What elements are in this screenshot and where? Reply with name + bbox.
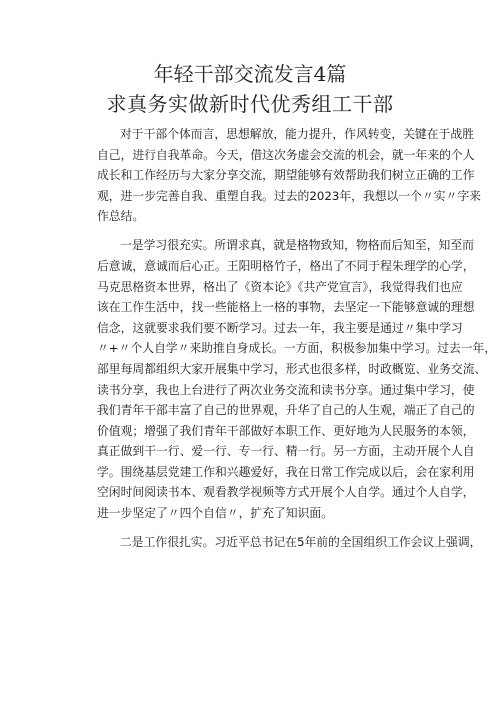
paragraph-line: 信念，这就要求我们要不断学习。过去一年，我主要是通过〃集中学习	[97, 320, 463, 335]
paragraph-line: 该在工作生活中，找一些能格上一格的事物，去坚定一下能够意诚的理想	[97, 300, 475, 315]
paragraph	[97, 235, 497, 523]
paragraph-line: 〃+〃个人自学〃来助推自身成长。一方面，积极参加集中学习。过去一年，	[97, 341, 497, 356]
paragraph-line: 读书分享，我也上台进行了两次业务交流和读书分享。通过集中学习，使	[97, 382, 475, 397]
paragraph-line: 后意诚，意诚而后心正。王阳明格竹子，格出了不同于程朱理学的心学，	[97, 258, 475, 273]
paragraph-line: 空闲时间阅读书本、观看教学视频等方式开展个人自学。通过个人自学，	[97, 485, 475, 500]
paragraph-line: 学。围绕基层党建工作和兴趣爱好，我在日常工作完成以后，会在家利用	[97, 464, 475, 479]
paragraph-line: 对于干部个体而言，思想解放，能力提升，作风转变，关键在于战胜	[120, 127, 474, 141]
paragraph-line: 部里每周都组织大家开展集中学习，形式也很多样，时政概览、业务交流、	[97, 361, 487, 376]
document-body	[97, 124, 497, 561]
paragraph-line: 观，进一步完善自我、重塑自我。过去的2023年，我想以一个〃实〃字来	[97, 188, 481, 203]
paragraph-line: 真正做到干一行、爱一行、专一行、精一行。另一方面，主动开展个人自	[97, 444, 475, 459]
document-title: 年轻干部交流发言4篇	[153, 62, 347, 86]
paragraph-line: 二是工作很扎实。习近平总书记在5年前的全国组织工作会议上强调，	[120, 535, 482, 550]
paragraph-line: 进一步坚定了〃四个自信〃，扩充了知识面。	[97, 506, 333, 521]
paragraph-line: 一是学习很充实。所谓求真，就是格物致知，物格而后知至，知至而	[120, 238, 474, 253]
paragraph-line: 自己，进行自我革命。今天，借这次务虚会交流的机会，就一年来的个人	[97, 147, 475, 162]
paragraph-line: 马克思格资本世界，格出了《资本论》《共产党宣言》，我觉得我们也应	[97, 279, 463, 294]
paragraph-line: 作总结。	[97, 209, 145, 224]
document-subtitle: 求真务实做新时代优秀组工干部	[106, 92, 394, 116]
paragraph-line: 价值观；增强了我们青年干部做好本职工作、更好地为人民服务的本领，	[97, 423, 475, 438]
paragraph	[97, 124, 481, 227]
paragraph	[97, 532, 482, 553]
paragraph-line: 我们青年干部丰富了自己的世界观，升华了自己的人生观，端正了自己的	[97, 403, 475, 418]
paragraph-line: 成长和工作经历与大家分享交流，期望能够有效帮助我们树立正确的工作	[97, 168, 475, 183]
